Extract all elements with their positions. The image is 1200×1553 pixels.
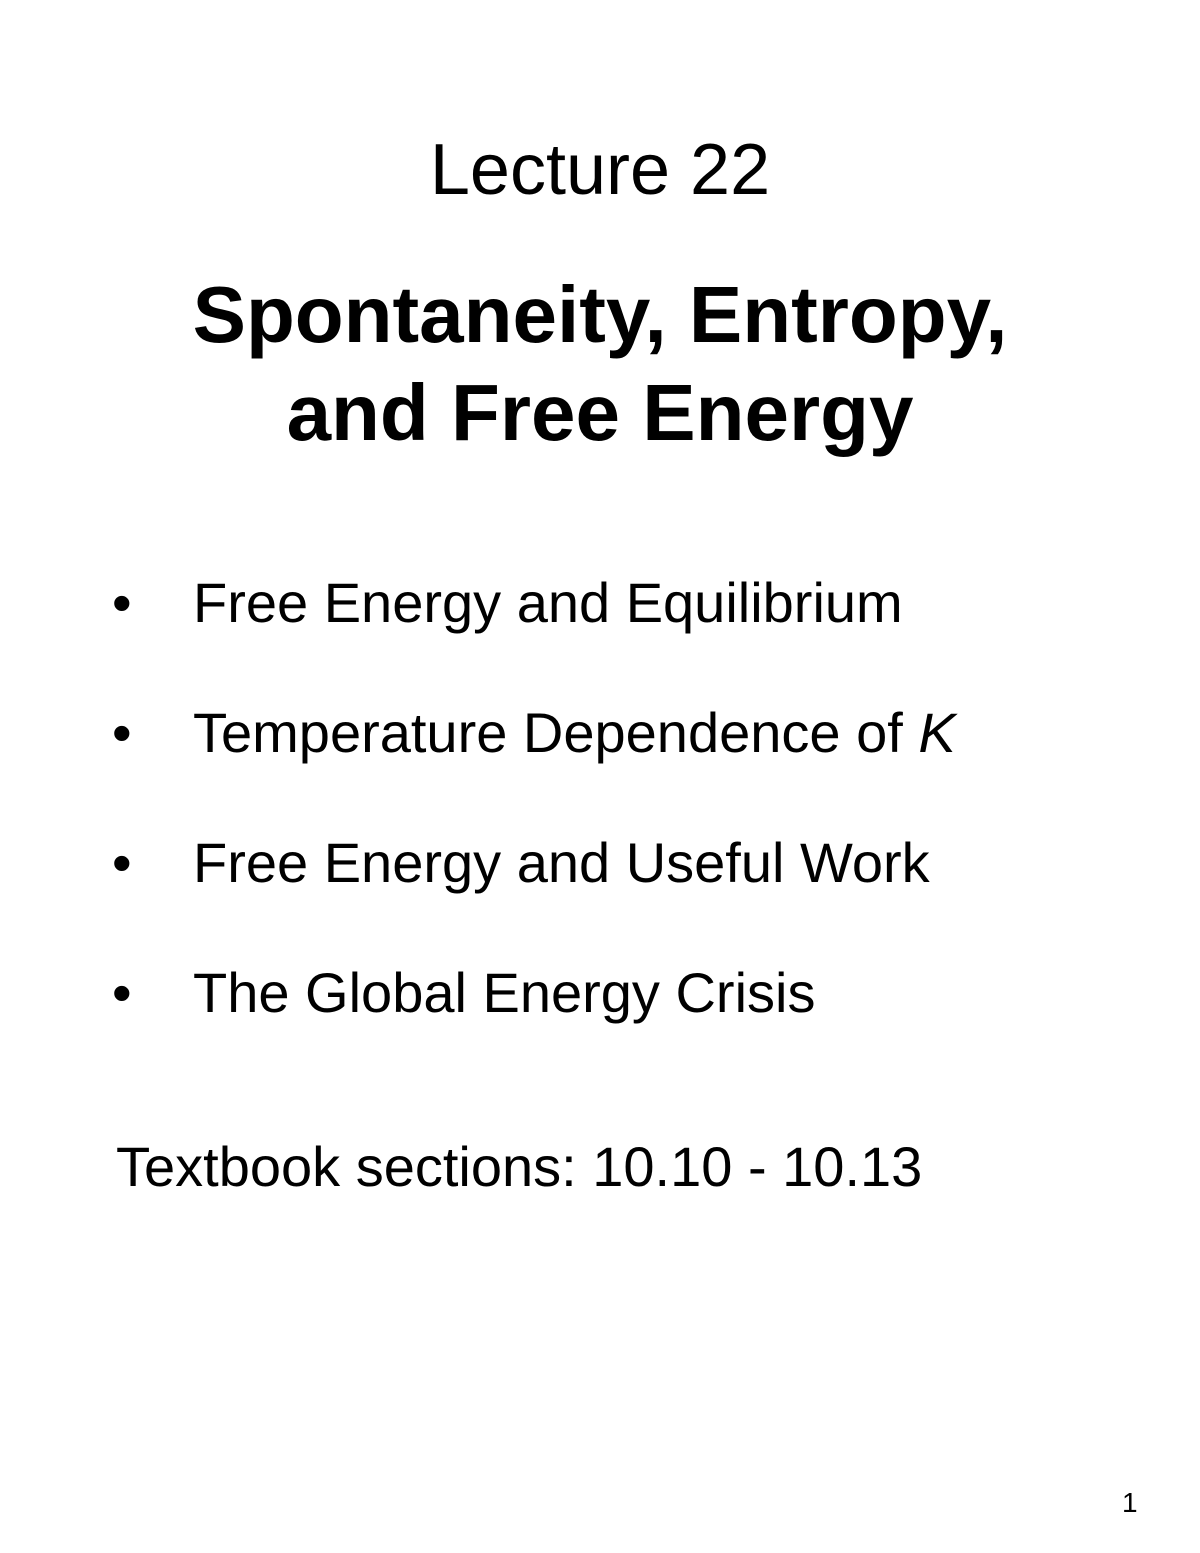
list-item [0,698,1200,828]
list-item-label: Free Energy and Equilibrium [193,571,903,634]
bullet-icon: • [112,831,132,894]
list-item-text [193,828,930,898]
variable-k: K [918,701,956,764]
list-item-text [193,698,956,768]
page-number: 1 [1122,1487,1138,1518]
list-item [0,568,1200,698]
topic-list [0,568,1200,1088]
list-item-text [193,958,815,1028]
bullet-icon: • [112,961,132,1024]
list-item-text [193,568,903,638]
lecture-number: Lecture 22 [429,130,771,210]
list-item-label: The Global Energy Crisis [193,961,816,1024]
list-item-label: Free Energy and Useful Work [193,831,930,894]
title-line-2: and Free Energy [286,368,914,457]
list-item-label: Temperature Dependence of [193,701,919,764]
bullet-icon: • [112,571,132,634]
list-item [0,828,1200,958]
list-item [0,958,1200,1088]
slide-title [0,266,1200,462]
textbook-sections: Textbook sections: 10.10 - 10.13 [116,1135,923,1198]
bullet-icon: • [112,701,132,764]
title-line-1: Spontaneity, Entropy, [192,270,1008,359]
